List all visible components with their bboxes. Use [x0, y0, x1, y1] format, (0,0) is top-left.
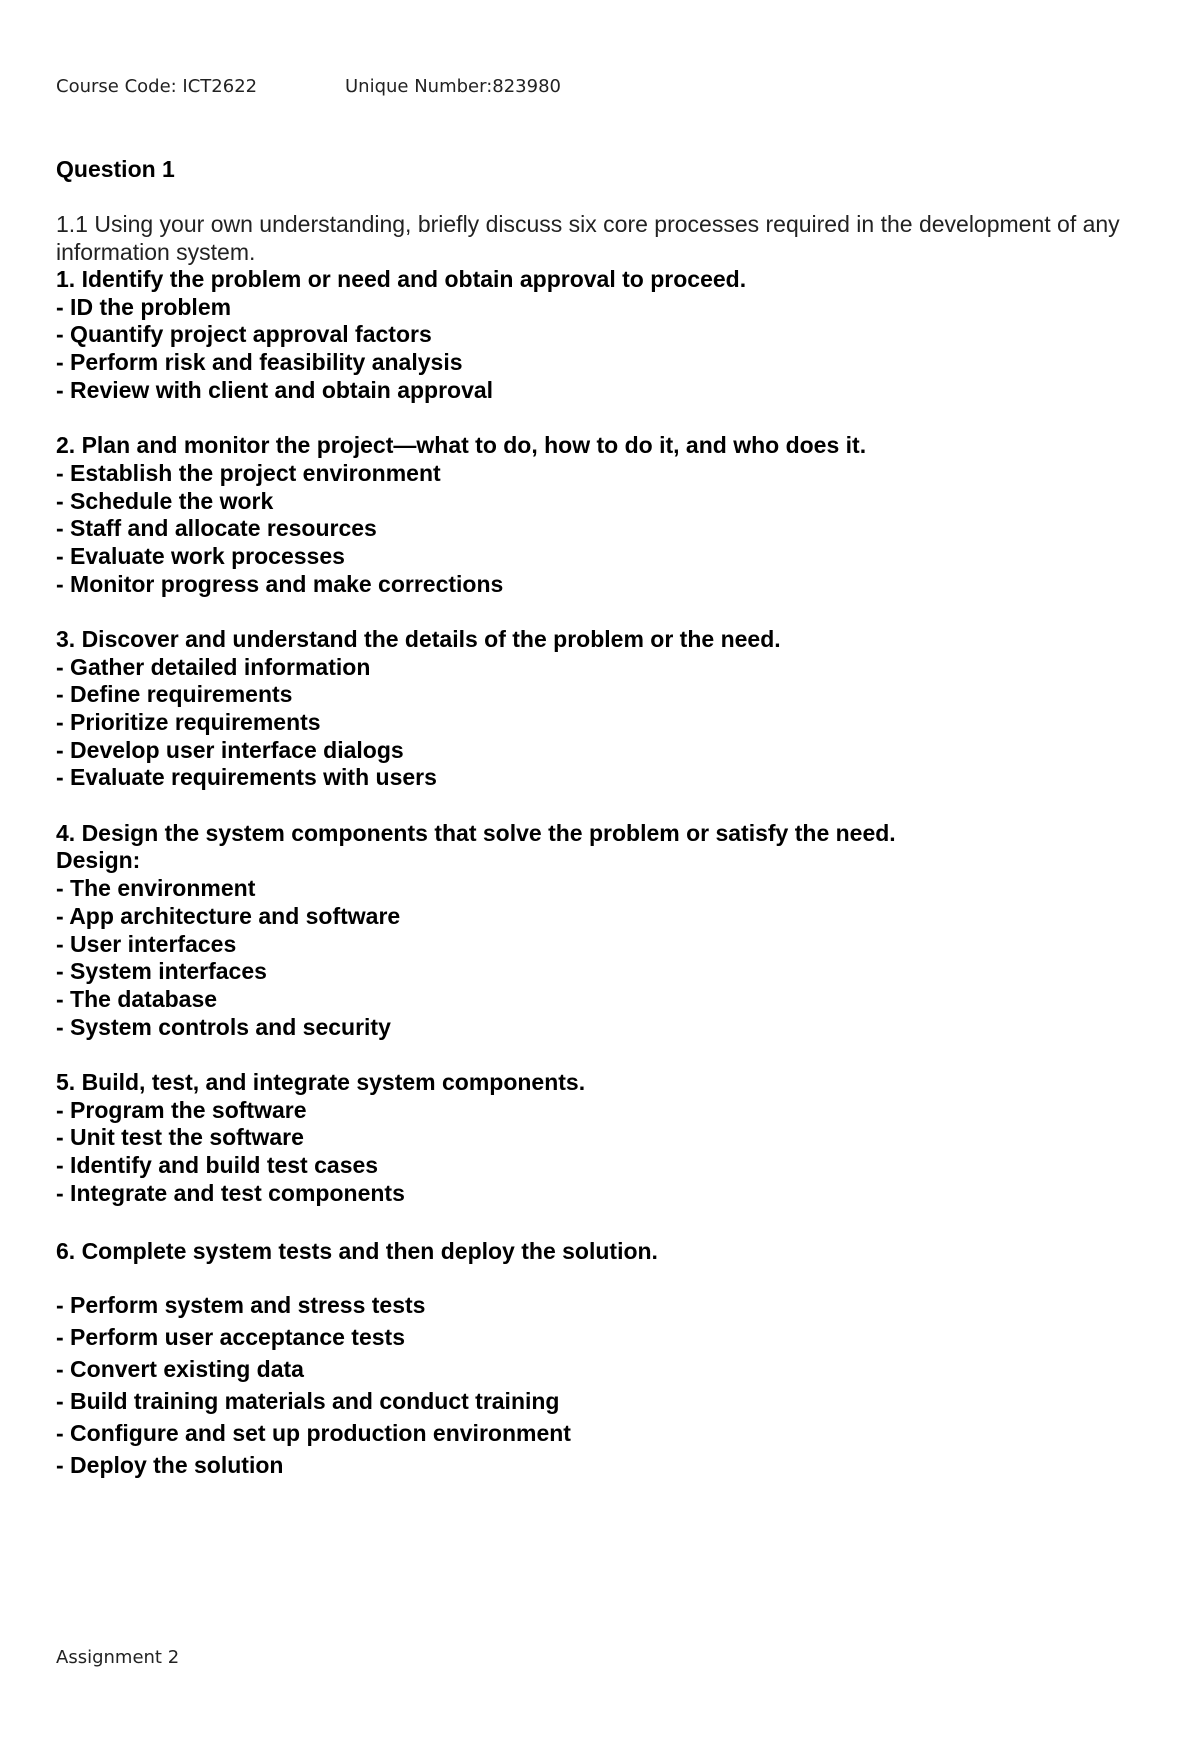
list-item: - Schedule the work [56, 487, 274, 514]
list-item: - Unit test the software [56, 1124, 304, 1151]
list-item: - Perform risk and feasibility analysis [56, 349, 463, 376]
course-code: Course Code: ICT2622 [56, 76, 258, 97]
section-3 [56, 626, 1156, 792]
section-5 [56, 1069, 1156, 1207]
section-heading: 3. Discover and understand the details of the problem or the need. [56, 625, 781, 652]
list-item: - Perform system and stress tests [56, 1292, 426, 1319]
list-item: - Monitor progress and make corrections [56, 570, 504, 597]
section-heading: 1. Identify the problem or need and obtain approval to proceed. [56, 266, 747, 292]
section-gap [56, 792, 1156, 820]
list-item: - Identify and build test cases [56, 1152, 379, 1178]
section-6 [56, 1235, 1156, 1481]
list-item: - Configure and set up production environment [56, 1420, 571, 1447]
list-item: - Perform user acceptance tests [56, 1324, 405, 1351]
section-1 [56, 266, 1156, 404]
list-item: - Quantify project approval factors [56, 321, 432, 348]
list-item: - System controls and security [56, 1013, 391, 1040]
question-title: Question 1 [56, 156, 175, 182]
page-footer: Assignment 2 [56, 1647, 180, 1668]
list-item: - Staff and allocate resources [56, 515, 377, 542]
list-item: - User interfaces [56, 930, 237, 957]
unique-number: Unique Number:823980 [345, 76, 561, 97]
list-item: - System interfaces [56, 958, 267, 985]
section-heading: 6. Complete system tests and then deploy the solution. [56, 1238, 658, 1265]
section-2 [56, 432, 1156, 598]
section-heading: 5. Build, test, and integrate system components. [56, 1068, 586, 1095]
list-item: - Gather detailed information [56, 653, 371, 680]
list-item: - Prioritize requirements [56, 709, 321, 735]
question-prompt: 1.1 Using your own understanding, briefly discuss six core processes required in the development of any information system. [56, 211, 1120, 265]
list-item: - Evaluate work processes [56, 542, 345, 569]
list-item: - Integrate and test components [56, 1179, 405, 1206]
section-gap [56, 1041, 1156, 1069]
section-subheading: Design: [56, 847, 141, 874]
section-4 [56, 820, 1156, 1042]
list-item: - Build training materials and conduct training [56, 1388, 560, 1415]
list-item: - Establish the project environment [56, 459, 441, 486]
list-item: - Review with client and obtain approval [56, 376, 494, 403]
list-item: - Deploy the solution [56, 1452, 284, 1479]
section-heading: 2. Plan and monitor the project—what to do, how to do it, and who does it. [56, 432, 867, 459]
section-gap [56, 1207, 1156, 1235]
list-item: - Define requirements [56, 681, 293, 708]
section-heading: 4. Design the system components that solve the problem or satisfy the need. [56, 819, 896, 846]
answer-body [56, 266, 1156, 1481]
section-gap [56, 404, 1156, 432]
list-item: - The database [56, 985, 218, 1012]
list-item: - Evaluate requirements with users [56, 764, 437, 791]
list-item: - Program the software [56, 1096, 307, 1123]
list-item: - App architecture and software [56, 902, 401, 929]
list-item: - Convert existing data [56, 1356, 304, 1383]
list-item: - The environment [56, 875, 256, 902]
list-item: - ID the problem [56, 293, 232, 320]
section-gap [56, 598, 1156, 626]
list-item: - Develop user interface dialogs [56, 736, 404, 763]
